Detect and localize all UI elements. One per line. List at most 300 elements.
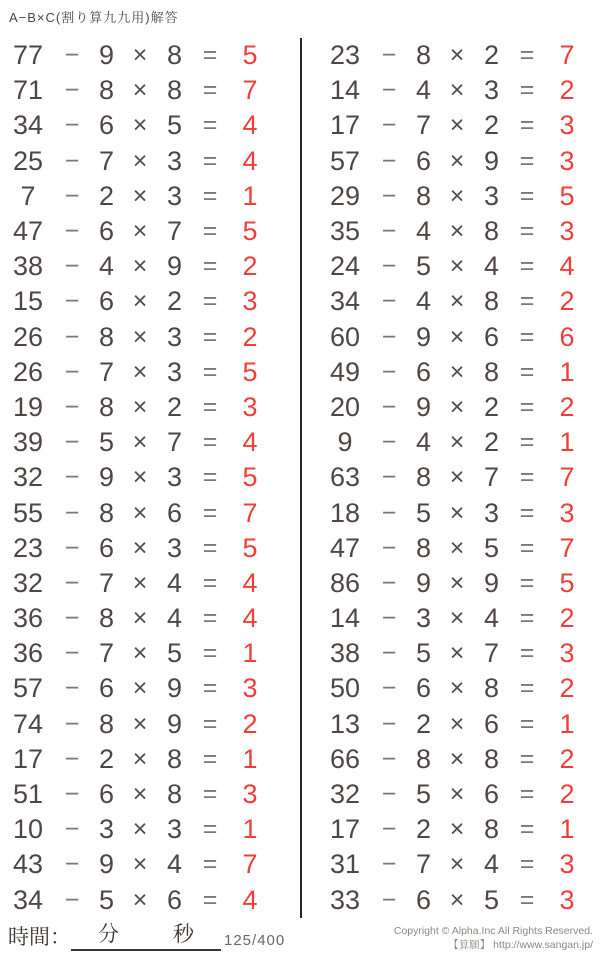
- operand-a: 32: [12, 567, 44, 598]
- times-sign: ×: [449, 709, 465, 738]
- minus-sign: −: [381, 674, 397, 703]
- times-sign: ×: [132, 604, 148, 633]
- answer-value: 1: [559, 814, 575, 845]
- equals-sign: =: [519, 322, 535, 351]
- operand-c: 8: [483, 356, 500, 387]
- times-sign: ×: [449, 41, 465, 70]
- equals-sign: =: [519, 287, 535, 316]
- operand-c: 7: [483, 462, 500, 493]
- equation-row: [319, 671, 600, 706]
- operand-c: 3: [483, 75, 500, 106]
- operand-b: 5: [415, 638, 432, 669]
- equation-row: [319, 320, 600, 355]
- operand-b: 5: [415, 779, 432, 810]
- times-sign: ×: [449, 850, 465, 879]
- equals-sign: =: [202, 709, 218, 738]
- equals-sign: =: [519, 709, 535, 738]
- operand-c: 4: [166, 603, 183, 634]
- minus-sign: −: [381, 568, 397, 597]
- operand-c: 8: [483, 814, 500, 845]
- answer-value: 6: [559, 321, 575, 352]
- equals-sign: =: [519, 463, 535, 492]
- minus-sign: −: [64, 674, 80, 703]
- operand-c: 3: [483, 180, 500, 211]
- operand-a: 36: [12, 603, 44, 634]
- operand-a: 38: [329, 638, 361, 669]
- minus-sign: −: [381, 111, 397, 140]
- footer: [0, 913, 600, 957]
- operand-b: 3: [415, 603, 432, 634]
- times-sign: ×: [132, 322, 148, 351]
- operand-c: 3: [166, 321, 183, 352]
- times-sign: ×: [449, 568, 465, 597]
- operand-b: 9: [98, 40, 115, 71]
- operand-a: 17: [12, 743, 44, 774]
- equation-row: [319, 73, 600, 108]
- equation-row: [319, 108, 600, 143]
- equation-row: [319, 777, 600, 812]
- operand-b: 5: [415, 251, 432, 282]
- operand-c: 6: [483, 779, 500, 810]
- minus-sign: −: [381, 181, 397, 210]
- equals-sign: =: [519, 357, 535, 386]
- operand-b: 8: [98, 75, 115, 106]
- operand-b: 3: [98, 814, 115, 845]
- operand-b: 8: [415, 462, 432, 493]
- equation-row: [2, 601, 300, 636]
- times-sign: ×: [132, 498, 148, 527]
- equals-sign: =: [202, 604, 218, 633]
- operand-c: 4: [166, 849, 183, 880]
- operand-c: 3: [166, 462, 183, 493]
- operand-b: 7: [415, 110, 432, 141]
- minus-sign: −: [64, 41, 80, 70]
- operand-b: 4: [98, 251, 115, 282]
- minus-sign: −: [381, 533, 397, 562]
- operand-b: 8: [98, 708, 115, 739]
- answer-value: 1: [242, 180, 258, 211]
- column-right: [300, 38, 600, 918]
- equation-row: [2, 495, 300, 530]
- operand-b: 4: [415, 286, 432, 317]
- times-sign: ×: [449, 428, 465, 457]
- operand-c: 7: [483, 638, 500, 669]
- equation-row: [2, 390, 300, 425]
- answer-value: 2: [242, 708, 258, 739]
- operand-c: 6: [483, 321, 500, 352]
- operand-a: 34: [12, 110, 44, 141]
- operand-a: 51: [12, 779, 44, 810]
- answer-value: 3: [559, 884, 575, 915]
- equation-row: [2, 847, 300, 882]
- operand-c: 8: [166, 779, 183, 810]
- minus-sign: −: [64, 780, 80, 809]
- minus-sign: −: [381, 815, 397, 844]
- answer-value: 7: [242, 497, 258, 528]
- operand-a: 23: [329, 40, 361, 71]
- minus-sign: −: [64, 322, 80, 351]
- minus-sign: −: [381, 252, 397, 281]
- times-sign: ×: [449, 815, 465, 844]
- times-sign: ×: [132, 709, 148, 738]
- operand-c: 6: [483, 708, 500, 739]
- answer-value: 3: [559, 849, 575, 880]
- time-entry: [8, 918, 221, 951]
- operand-a: 47: [329, 532, 361, 563]
- operand-c: 5: [166, 638, 183, 669]
- equation-row: [2, 214, 300, 249]
- equation-row: [2, 777, 300, 812]
- minus-sign: −: [64, 744, 80, 773]
- operand-a: 18: [329, 497, 361, 528]
- equation-row: [319, 707, 600, 742]
- operand-a: 34: [12, 884, 44, 915]
- operand-a: 17: [329, 814, 361, 845]
- times-sign: ×: [132, 815, 148, 844]
- minus-sign: −: [381, 76, 397, 105]
- times-sign: ×: [449, 217, 465, 246]
- operand-c: 7: [166, 427, 183, 458]
- minus-sign: −: [64, 604, 80, 633]
- operand-b: 7: [98, 145, 115, 176]
- copyright-line2: 【算願】 http://www.sangan.jp/: [448, 938, 593, 951]
- minus-sign: −: [381, 639, 397, 668]
- operand-c: 2: [483, 110, 500, 141]
- operand-c: 2: [483, 427, 500, 458]
- answer-value: 4: [242, 145, 258, 176]
- minus-sign: −: [381, 428, 397, 457]
- times-sign: ×: [132, 111, 148, 140]
- times-sign: ×: [132, 780, 148, 809]
- times-sign: ×: [132, 674, 148, 703]
- operand-b: 7: [415, 849, 432, 880]
- times-sign: ×: [449, 639, 465, 668]
- equation-row: [319, 284, 600, 319]
- answer-value: 4: [242, 603, 258, 634]
- operand-a: 10: [12, 814, 44, 845]
- minus-sign: −: [64, 568, 80, 597]
- times-sign: ×: [449, 604, 465, 633]
- answer-value: 2: [559, 286, 575, 317]
- minus-sign: −: [381, 709, 397, 738]
- answer-value: 2: [559, 75, 575, 106]
- operand-b: 9: [415, 391, 432, 422]
- operand-a: 29: [329, 180, 361, 211]
- operand-b: 8: [415, 532, 432, 563]
- answer-value: 3: [559, 110, 575, 141]
- operand-c: 5: [166, 110, 183, 141]
- operand-c: 4: [483, 251, 500, 282]
- equals-sign: =: [519, 568, 535, 597]
- times-sign: ×: [449, 533, 465, 562]
- copyright: [394, 924, 593, 952]
- operand-b: 5: [415, 497, 432, 528]
- operand-b: 2: [98, 743, 115, 774]
- minus-sign: −: [381, 217, 397, 246]
- seconds-label: 秒: [173, 923, 194, 946]
- operand-b: 9: [98, 849, 115, 880]
- minus-sign: −: [381, 41, 397, 70]
- equation-row: [2, 566, 300, 601]
- operand-b: 8: [98, 603, 115, 634]
- operand-b: 4: [415, 216, 432, 247]
- operand-c: 9: [483, 567, 500, 598]
- minus-sign: −: [64, 146, 80, 175]
- operand-b: 7: [98, 356, 115, 387]
- answer-value: 4: [242, 884, 258, 915]
- time-fill-line: [71, 918, 221, 951]
- column-left: [0, 38, 300, 918]
- times-sign: ×: [449, 674, 465, 703]
- times-sign: ×: [449, 322, 465, 351]
- operand-b: 6: [98, 216, 115, 247]
- minus-sign: −: [381, 780, 397, 809]
- minus-sign: −: [381, 604, 397, 633]
- operand-b: 6: [98, 110, 115, 141]
- times-sign: ×: [449, 498, 465, 527]
- answer-value: 5: [242, 532, 258, 563]
- operand-a: 49: [329, 356, 361, 387]
- equation-row: [319, 179, 600, 214]
- operand-a: 24: [329, 251, 361, 282]
- equals-sign: =: [519, 815, 535, 844]
- operand-a: 63: [329, 462, 361, 493]
- equals-sign: =: [519, 604, 535, 633]
- equation-row: [319, 214, 600, 249]
- operand-a: 50: [329, 673, 361, 704]
- operand-a: 19: [12, 391, 44, 422]
- times-sign: ×: [449, 744, 465, 773]
- equation-row: [319, 566, 600, 601]
- equals-sign: =: [519, 76, 535, 105]
- operand-c: 9: [166, 708, 183, 739]
- operand-b: 9: [98, 462, 115, 493]
- minus-sign: −: [64, 850, 80, 879]
- operand-b: 6: [98, 779, 115, 810]
- operand-c: 3: [166, 532, 183, 563]
- times-sign: ×: [132, 885, 148, 914]
- equation-row: [319, 460, 600, 495]
- operand-b: 2: [415, 708, 432, 739]
- equation-row: [2, 179, 300, 214]
- operand-b: 7: [98, 567, 115, 598]
- equation-row: [2, 425, 300, 460]
- equals-sign: =: [202, 217, 218, 246]
- operand-a: 57: [329, 145, 361, 176]
- operand-a: 26: [12, 356, 44, 387]
- equation-row: [2, 707, 300, 742]
- operand-a: 38: [12, 251, 44, 282]
- times-sign: ×: [132, 252, 148, 281]
- answer-value: 5: [242, 40, 258, 71]
- minus-sign: −: [64, 181, 80, 210]
- equals-sign: =: [519, 674, 535, 703]
- answer-value: 7: [559, 40, 575, 71]
- operand-c: 4: [483, 849, 500, 880]
- operand-b: 6: [415, 145, 432, 176]
- operand-c: 9: [166, 251, 183, 282]
- minus-sign: −: [381, 287, 397, 316]
- answer-value: 3: [242, 286, 258, 317]
- times-sign: ×: [132, 463, 148, 492]
- operand-a: 20: [329, 391, 361, 422]
- answer-value: 5: [559, 567, 575, 598]
- minus-sign: −: [64, 111, 80, 140]
- operand-a: 35: [329, 216, 361, 247]
- answer-value: 5: [242, 216, 258, 247]
- operand-c: 2: [166, 391, 183, 422]
- answer-value: 5: [242, 356, 258, 387]
- operand-c: 8: [483, 286, 500, 317]
- times-sign: ×: [132, 146, 148, 175]
- minus-sign: −: [64, 639, 80, 668]
- equals-sign: =: [519, 533, 535, 562]
- equals-sign: =: [519, 885, 535, 914]
- equals-sign: =: [202, 498, 218, 527]
- operand-c: 3: [166, 356, 183, 387]
- times-sign: ×: [132, 850, 148, 879]
- answer-value: 1: [559, 356, 575, 387]
- equation-row: [2, 38, 300, 73]
- equation-row: [319, 601, 600, 636]
- operand-c: 2: [483, 40, 500, 71]
- operand-a: 47: [12, 216, 44, 247]
- operand-a: 13: [329, 708, 361, 739]
- operand-c: 8: [166, 75, 183, 106]
- times-sign: ×: [132, 639, 148, 668]
- operand-a: 32: [12, 462, 44, 493]
- equals-sign: =: [202, 41, 218, 70]
- operand-c: 8: [166, 743, 183, 774]
- minus-sign: −: [381, 498, 397, 527]
- equation-row: [2, 355, 300, 390]
- answer-value: 2: [242, 251, 258, 282]
- equation-row: [319, 636, 600, 671]
- equals-sign: =: [202, 252, 218, 281]
- equals-sign: =: [202, 780, 218, 809]
- answer-value: 3: [559, 216, 575, 247]
- minus-sign: −: [64, 76, 80, 105]
- equals-sign: =: [519, 111, 535, 140]
- operand-a: 17: [329, 110, 361, 141]
- operand-a: 55: [12, 497, 44, 528]
- minus-sign: −: [64, 252, 80, 281]
- operand-b: 2: [415, 814, 432, 845]
- times-sign: ×: [132, 217, 148, 246]
- times-sign: ×: [132, 428, 148, 457]
- times-sign: ×: [132, 41, 148, 70]
- operand-b: 8: [98, 391, 115, 422]
- operand-a: 86: [329, 567, 361, 598]
- operand-a: 60: [329, 321, 361, 352]
- operand-b: 6: [415, 884, 432, 915]
- operand-a: 33: [329, 884, 361, 915]
- answer-value: 1: [559, 427, 575, 458]
- equation-row: [319, 144, 600, 179]
- equals-sign: =: [519, 850, 535, 879]
- equation-row: [319, 390, 600, 425]
- answer-value: 1: [242, 814, 258, 845]
- answer-value: 4: [242, 110, 258, 141]
- answer-value: 2: [559, 603, 575, 634]
- operand-a: 25: [12, 145, 44, 176]
- equation-row: [319, 355, 600, 390]
- operand-b: 8: [415, 180, 432, 211]
- operand-a: 74: [12, 708, 44, 739]
- operand-b: 6: [415, 673, 432, 704]
- times-sign: ×: [449, 885, 465, 914]
- equation-row: [2, 108, 300, 143]
- operand-a: 7: [20, 180, 36, 211]
- times-sign: ×: [449, 146, 465, 175]
- answer-value: 5: [242, 462, 258, 493]
- answer-value: 3: [242, 673, 258, 704]
- times-sign: ×: [449, 463, 465, 492]
- equals-sign: =: [202, 322, 218, 351]
- minus-sign: −: [64, 392, 80, 421]
- times-sign: ×: [449, 181, 465, 210]
- equals-sign: =: [519, 252, 535, 281]
- answer-value: 3: [559, 497, 575, 528]
- times-sign: ×: [449, 392, 465, 421]
- equation-row: [319, 249, 600, 284]
- answer-value: 1: [242, 743, 258, 774]
- equals-sign: =: [202, 392, 218, 421]
- equation-row: [319, 38, 600, 73]
- equals-sign: =: [519, 181, 535, 210]
- operand-c: 7: [166, 216, 183, 247]
- times-sign: ×: [449, 252, 465, 281]
- answer-value: 1: [559, 708, 575, 739]
- answer-value: 5: [559, 180, 575, 211]
- copyright-line1: Copyright © Alpha.Inc All Rights Reserved.: [393, 924, 593, 937]
- equals-sign: =: [202, 287, 218, 316]
- equation-row: [2, 284, 300, 319]
- operand-c: 3: [483, 497, 500, 528]
- minus-sign: −: [64, 217, 80, 246]
- equals-sign: =: [519, 41, 535, 70]
- operand-c: 3: [166, 814, 183, 845]
- operand-c: 5: [483, 884, 500, 915]
- answer-value: 4: [242, 427, 258, 458]
- equals-sign: =: [202, 568, 218, 597]
- operand-c: 5: [483, 532, 500, 563]
- equals-sign: =: [202, 181, 218, 210]
- operand-c: 2: [483, 391, 500, 422]
- times-sign: ×: [132, 533, 148, 562]
- operand-b: 6: [415, 356, 432, 387]
- minus-sign: −: [381, 392, 397, 421]
- answer-value: 1: [242, 638, 258, 669]
- equation-row: [319, 812, 600, 847]
- answer-value: 2: [559, 779, 575, 810]
- answer-value: 3: [559, 145, 575, 176]
- answer-value: 3: [242, 391, 258, 422]
- minus-sign: −: [64, 287, 80, 316]
- operand-c: 8: [483, 743, 500, 774]
- operand-c: 4: [166, 567, 183, 598]
- times-sign: ×: [449, 357, 465, 386]
- minus-sign: −: [64, 533, 80, 562]
- minus-sign: −: [381, 885, 397, 914]
- operand-a: 26: [12, 321, 44, 352]
- equals-sign: =: [202, 463, 218, 492]
- minus-sign: −: [64, 498, 80, 527]
- operand-b: 8: [415, 743, 432, 774]
- operand-a: 31: [329, 849, 361, 880]
- operand-b: 6: [98, 286, 115, 317]
- operand-a: 36: [12, 638, 44, 669]
